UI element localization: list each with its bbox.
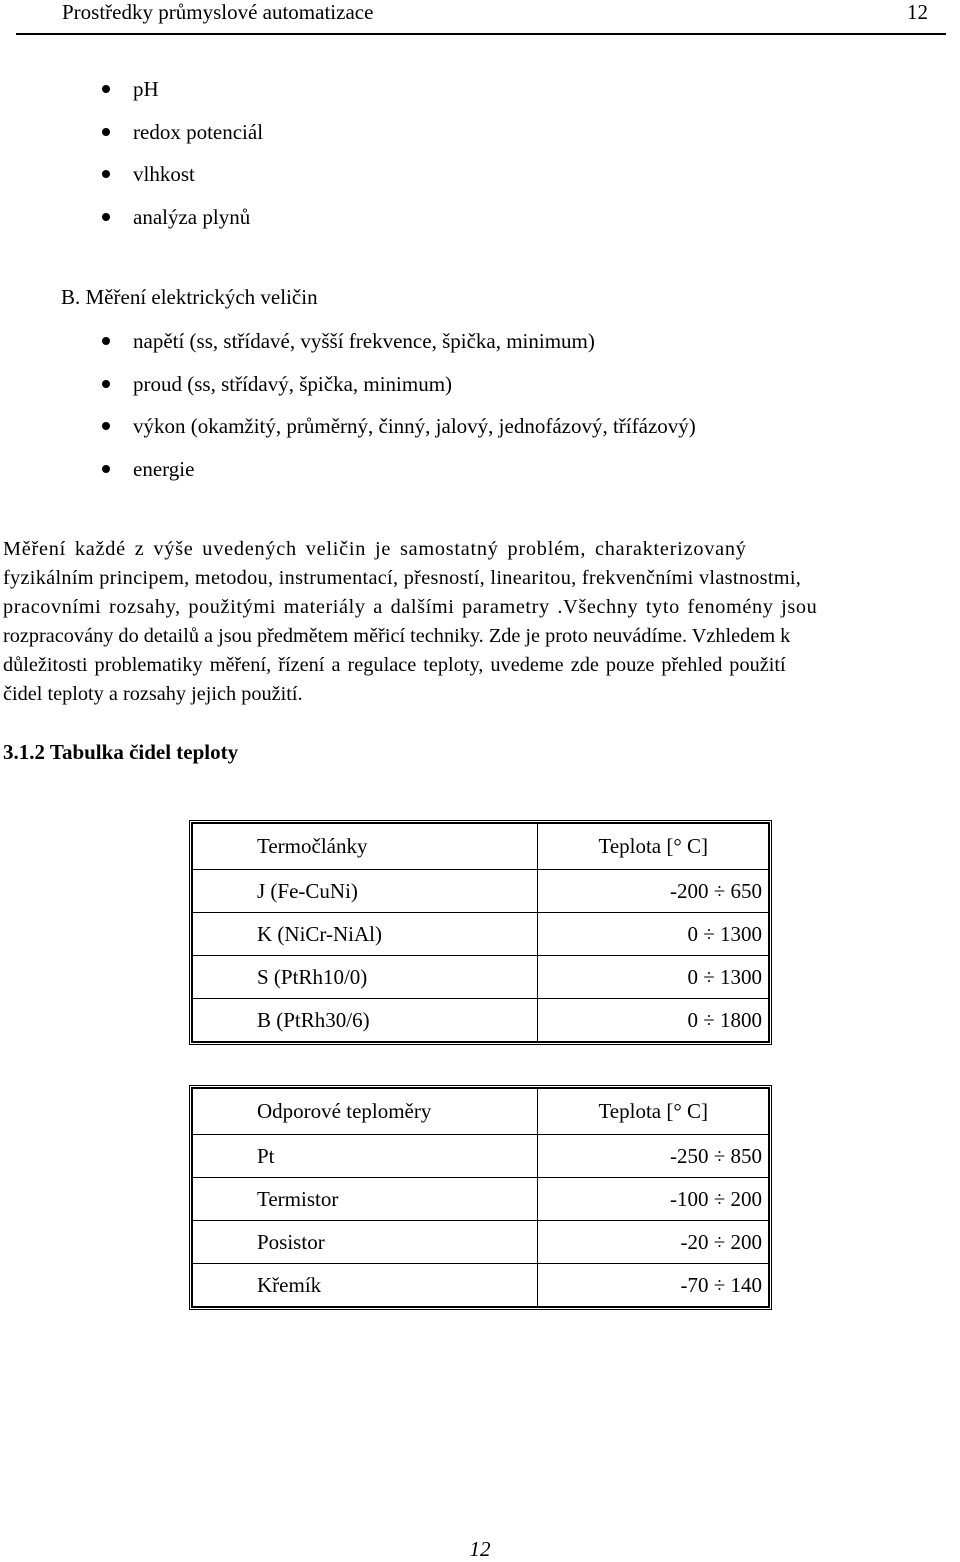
table-row (193, 913, 769, 956)
section-subheading: 3.1.2 Tabulka čidel teploty (3, 740, 239, 764)
list-item: proud (ss, střídavý, špička, minimum) (0, 371, 960, 414)
resistance-thermometer-table (192, 1088, 769, 1307)
electrical-quantities-list (0, 328, 960, 498)
table-header-row (193, 824, 769, 870)
list-item: vlhkost (0, 161, 960, 204)
table-cell: -200 ÷ 650 (538, 870, 769, 913)
table-cell: 0 ÷ 1300 (538, 913, 769, 956)
table-cell: J (Fe-CuNi) (193, 870, 538, 913)
table-header-row (193, 1089, 769, 1135)
table-cell: Pt (193, 1135, 538, 1178)
table-row (193, 999, 769, 1042)
list-item: výkon (okamžitý, průměrný, činný, jalový, jednofázový, třífázový) (0, 413, 960, 456)
table-row (193, 956, 769, 999)
table-cell: 0 ÷ 1300 (538, 956, 769, 999)
measurement-list-top (0, 76, 960, 246)
table-cell: Termistor (193, 1178, 538, 1221)
table-row (193, 1221, 769, 1264)
bullet-icon (102, 380, 110, 388)
table-cell: -100 ÷ 200 (538, 1178, 769, 1221)
table-row (193, 870, 769, 913)
bullet-icon (102, 422, 110, 430)
table-cell: Posistor (193, 1221, 538, 1264)
table-cell: S (PtRh10/0) (193, 956, 538, 999)
table-cell: K (NiCr-NiAl) (193, 913, 538, 956)
table-header-cell: Teplota [° C] (538, 1089, 769, 1135)
paragraph-line: čidel teploty a rozsahy jejich použití. (3, 683, 303, 705)
paragraph-line: pracovními rozsahy, použitými materiály a dalšími parametry .Všechny tyto fenomény jsou (3, 596, 818, 618)
paragraph-line: důležitosti problematiky měření, řízení a regulace teploty, uvedeme zde pouze přehled použití (3, 654, 786, 676)
thermocouple-table (192, 823, 769, 1042)
section-b-heading: B. Měření elektrických veličin (61, 285, 318, 309)
body-paragraph (3, 535, 959, 709)
bullet-icon (102, 465, 110, 473)
table-header-cell: Odporové teploměry (193, 1089, 538, 1135)
table-row (193, 1264, 769, 1307)
table-cell: Křemík (193, 1264, 538, 1307)
bullet-icon (102, 85, 110, 93)
header-page-number: 12 (907, 0, 928, 24)
bullet-icon (102, 128, 110, 136)
paragraph-line: rozpracovány do detailů a jsou předmětem měřicí techniky. Zde je proto neuvádíme. Vzhledem k (3, 625, 791, 647)
page-header (16, 0, 946, 35)
footer-page-number: 12 (469, 1537, 491, 1561)
bullet-icon (102, 170, 110, 178)
list-item: energie (0, 456, 960, 499)
header-title: Prostředky průmyslové automatizace (62, 0, 374, 24)
table-cell: -20 ÷ 200 (538, 1221, 769, 1264)
table-header-cell: Termočlánky (193, 824, 538, 870)
paragraph-line: fyzikálním principem, metodou, instrumentací, přesností, linearitou, frekvenčními vlastnostmi, (3, 567, 802, 589)
table-row (193, 1178, 769, 1221)
paragraph-line: Měření každé z výše uvedených veličin je samostatný problém, charakterizovaný (3, 538, 747, 560)
list-item: redox potenciál (0, 119, 960, 162)
table-row (193, 1135, 769, 1178)
table-cell: -70 ÷ 140 (538, 1264, 769, 1307)
list-item: pH (0, 76, 960, 119)
list-item: napětí (ss, střídavé, vyšší frekvence, špička, minimum) (0, 328, 960, 371)
bullet-icon (102, 213, 110, 221)
table-cell: B (PtRh30/6) (193, 999, 538, 1042)
list-item: analýza plynů (0, 204, 960, 247)
table-cell: 0 ÷ 1800 (538, 999, 769, 1042)
bullet-icon (102, 337, 110, 345)
table-header-cell: Teplota [° C] (538, 824, 769, 870)
table-cell: -250 ÷ 850 (538, 1135, 769, 1178)
